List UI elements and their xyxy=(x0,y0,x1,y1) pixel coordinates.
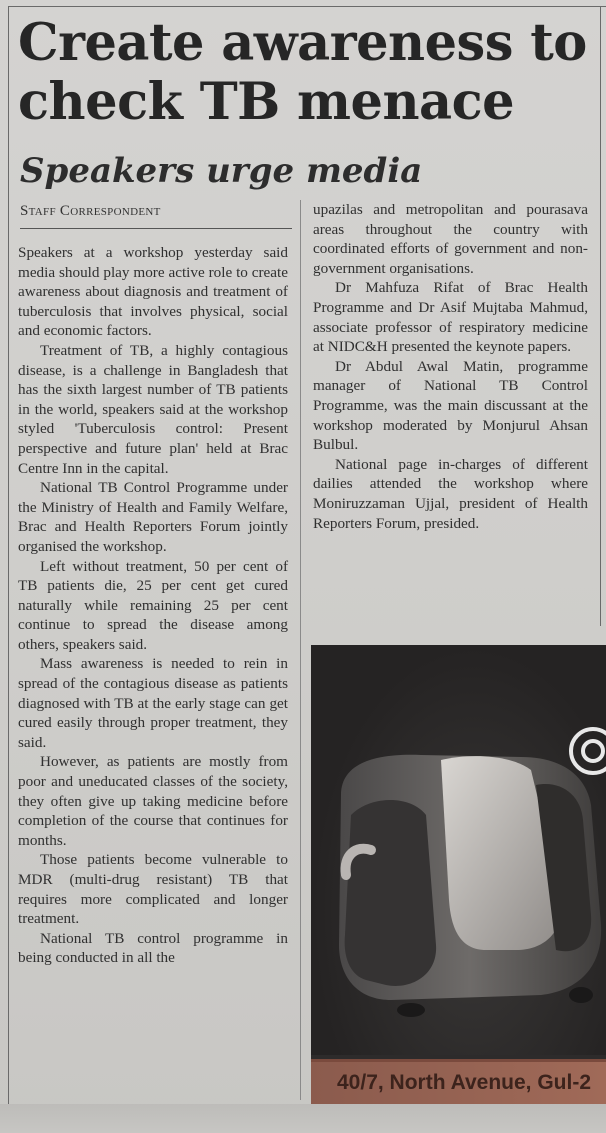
ad-address: 40/7, North Avenue, Gul-2 xyxy=(337,1071,591,1094)
headline-line-1: Create awareness to xyxy=(18,13,587,73)
top-border-rule xyxy=(8,6,606,7)
paragraph: Those patients become vulnerable to MDR (multi-drug resistant) TB that requires more complicated and longer treatment. xyxy=(18,851,288,928)
paragraph: Speakers at a workshop yesterday said media should play more active role to create awareness about diagnosis and treatment of tuberculosis that involves physical, social and economic factors. xyxy=(18,244,288,340)
column-divider xyxy=(300,200,301,1100)
paragraph: Left without treatment, 50 per cent of TB patients die, 25 per cent get cured naturally while remaining 25 per cent continue to spread the disease among others, speakers said. xyxy=(18,557,288,653)
article-right-column xyxy=(313,200,588,533)
left-border-rule xyxy=(8,6,9,1106)
right-border-rule xyxy=(600,6,601,626)
advertisement xyxy=(311,645,606,1106)
paragraph: upazilas and metropolitan and pourasava areas throughout the country with coordinated efforts of government and non-government organisations. xyxy=(313,201,588,277)
page-bottom-edge xyxy=(0,1104,606,1133)
paragraph: However, as patients are mostly from poor and uneducated classes of the society, they often give up taking medicine before completion of the course that continues for months. xyxy=(18,753,288,849)
paragraph: Mass awareness is needed to rein in spread of the contagious disease as patients diagnosed with TB at the early stage can get cured easily through proper treatment, they said. xyxy=(18,655,288,751)
paragraph: National TB Control Programme under the Ministry of Health and Family Welfare, Brac and Health Reporters Forum jointly organised the workshop. xyxy=(18,479,288,555)
paragraph: Treatment of TB, a highly contagious disease, is a challenge in Bangladesh that has the sixth largest number of TB patients in the world, speakers said at the workshop styled 'Tuberculosis control: Present perspective and future plan' held at Brac Centre Inn in the capital. xyxy=(18,341,288,477)
foot-massager-icon xyxy=(311,645,606,1055)
byline: Staff Correspondent xyxy=(20,203,161,219)
article-headline xyxy=(18,14,598,132)
paragraph: Dr Abdul Awal Matin, programme manager of National TB Control Programme, was the main discussant at the workshop moderated by Monjurul Ahsan Bulbul. xyxy=(313,357,588,454)
article-subheadline: Speakers urge media xyxy=(20,151,423,191)
headline-line-2: check TB menace xyxy=(18,72,515,132)
article-left-column xyxy=(18,243,288,968)
ad-photo xyxy=(311,645,606,1055)
byline-rule xyxy=(20,228,292,229)
paragraph: National page in-charges of different dailies attended the workshop where Moniruzzaman Ujjal, president of Health Reporters Forum, presided. xyxy=(313,455,588,532)
paragraph: National TB control programme in being conducted in all the xyxy=(18,929,288,967)
paragraph: Dr Mahfuza Rifat of Brac Health Programme and Dr Asif Mujtaba Mahmud, associate professor of respiratory medicine at NIDC&H presented the keynote papers. xyxy=(313,279,588,356)
